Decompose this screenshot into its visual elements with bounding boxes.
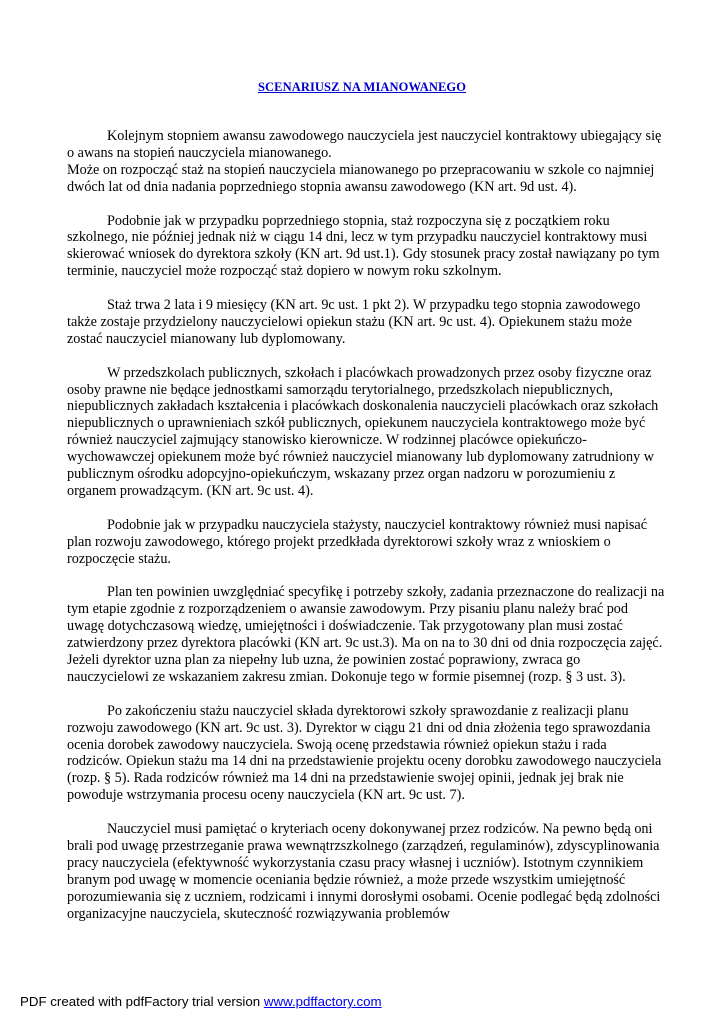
document-body bbox=[67, 128, 665, 939]
paragraph: Podobnie jak w przypadku poprzedniego stopnia, staż rozpoczyna się z początkiem roku szkolnego, nie później jednak niż w ciągu 14 dni, lecz w tym przypadku nauczyciel kontraktowy musi skierować wniosek do dyrektora szkoły (KN art. 9d ust.1). Gdy stosunek pracy został nawiązany po tym terminie, nauczyciel może rozpocząć staż dopiero w nowym roku szkolnym. bbox=[67, 212, 660, 280]
paragraph-intro-line1: Kolejnym stopniem awansu zawodowego nauczyciela jest nauczyciel kontraktowy ubiegający się o awans na stopień nauczyciela mianowanego. bbox=[67, 128, 662, 161]
paragraph: Po zakończeniu stażu nauczyciel składa dyrektorowi szkoły sprawozdanie z realizacji planu rozwoju zawodowego (KN art. 9c ust. 3). Dyrektor w ciągu 21 dni od dnia złożenia tego sprawozdania ocenia dorobek zawodowy nauczyciela. Swoją ocenę przedstawia również opiekun stażu i rada rodziców. Opiekun stażu ma 14 dni na przedstawienie projektu oceny dorobku zawodowego nauczyciela (rozp. § 5). Rada rodziców również ma 14 dni na przedstawienie swojej opinii, jednak jej brak nie powoduje wstrzymania procesu oceny nauczyciela (KN art. 9c ust. 7). bbox=[67, 702, 662, 804]
paragraph-intro bbox=[67, 128, 665, 196]
paragraph: W przedszkolach publicznych, szkołach i placówkach prowadzonych przez osoby fizyczne oraz osoby prawne nie będące jednostkami samorządu terytorialnego, przedszkolach niepublicznych, niepublicznych zakładach kształcenia i placówkach doskonalenia nauczycieli placówkach oraz szkołach niepublicznych o uprawnieniach szkół publicznych, opiekunem nauczyciela kontraktowego może być również nauczyciel zajmujący stanowisko kierownicze. W rodzinnej placówce opiekuńczo-wychowawczej opiekunem może być również nauczyciel mianowany lub dyplomowany zatrudniony w publicznym ośrodku adopcyjno-opiekuńczym, wskazany przez organ nadzoru w porozumieniu z organem prowadzącym. (KN art. 9c ust. 4). bbox=[67, 364, 659, 499]
paragraph: Plan ten powinien uwzględniać specyfikę i potrzeby szkoły, zadania przeznaczone do realizacji na tym etapie zgodnie z rozporządzeniem o awansie zawodowym. Przy pisaniu planu należy brać pod uwagę dotychczasową wiedzę, umiejętności i doświadczenie. Tak przygotowany plan musi zostać zatwierdzony przez dyrektora placówki (KN art. 9c ust.3). Ma on na to 30 dni od dnia rozpoczęcia zajęć. Jeżeli dyrektor uzna plan za niepełny lub uzna, że powinien zostać poprawiony, zwraca go nauczycielowi ze wskazaniem zakresu zmian. Dokonuje tego w formie pisemnej (rozp. § 3 ust. 3). bbox=[67, 584, 665, 685]
document-title: SCENARIUSZ NA MIANOWANEGO bbox=[257, 80, 467, 94]
pdf-footer bbox=[20, 994, 382, 1009]
footer-text: PDF created with pdfFactory trial version bbox=[20, 994, 264, 1009]
footer-link[interactable]: www.pdffactory.com bbox=[263, 994, 382, 1009]
paragraph: Staż trwa 2 lata i 9 miesięcy (KN art. 9c ust. 1 pkt 2). W przypadku tego stopnia zawodowego także zostaje przydzielony nauczycielowi opiekun stażu (KN art. 9c ust. 4). Opiekunem stażu może zostać nauczyciel mianowany lub dyplomowany. bbox=[67, 297, 641, 347]
paragraph-intro-line2: Może on rozpocząć staż na stopień nauczyciela mianowanego po przepracowaniu w szkole co najmniej dwóch lat od dnia nadania poprzedniego stopnia awansu zawodowego (KN art. 9d ust. 4). bbox=[67, 161, 655, 195]
paragraph: Podobnie jak w przypadku nauczyciela stażysty, nauczyciel kontraktowy również musi napisać plan rozwoju zawodowego, którego projekt przedkłada dyrektorowi szkoły wraz z wnioskiem o rozpoczęcie stażu. bbox=[67, 516, 647, 567]
paragraph: Nauczyciel musi pamiętać o kryteriach oceny dokonywanej przez rodziców. Na pewno będą oni brali pod uwagę przestrzeganie prawa wewnątrzszkolnego (zarządzeń, regulaminów), zdyscyplinowania pracy nauczyciela (efektywność wykorzystania czasu pracy własnej i uczniów). Istotnym czynnikiem branym pod uwagę w momencie oceniania będzie również, a może przede wszystkim umiejętność porozumiewania się z uczniem, rodzicami i innymi dorosłymi osobami. Ocenie podlegać będą zdolności organizacyjne nauczyciela, skuteczność rozwiązywania problemów bbox=[67, 821, 661, 922]
